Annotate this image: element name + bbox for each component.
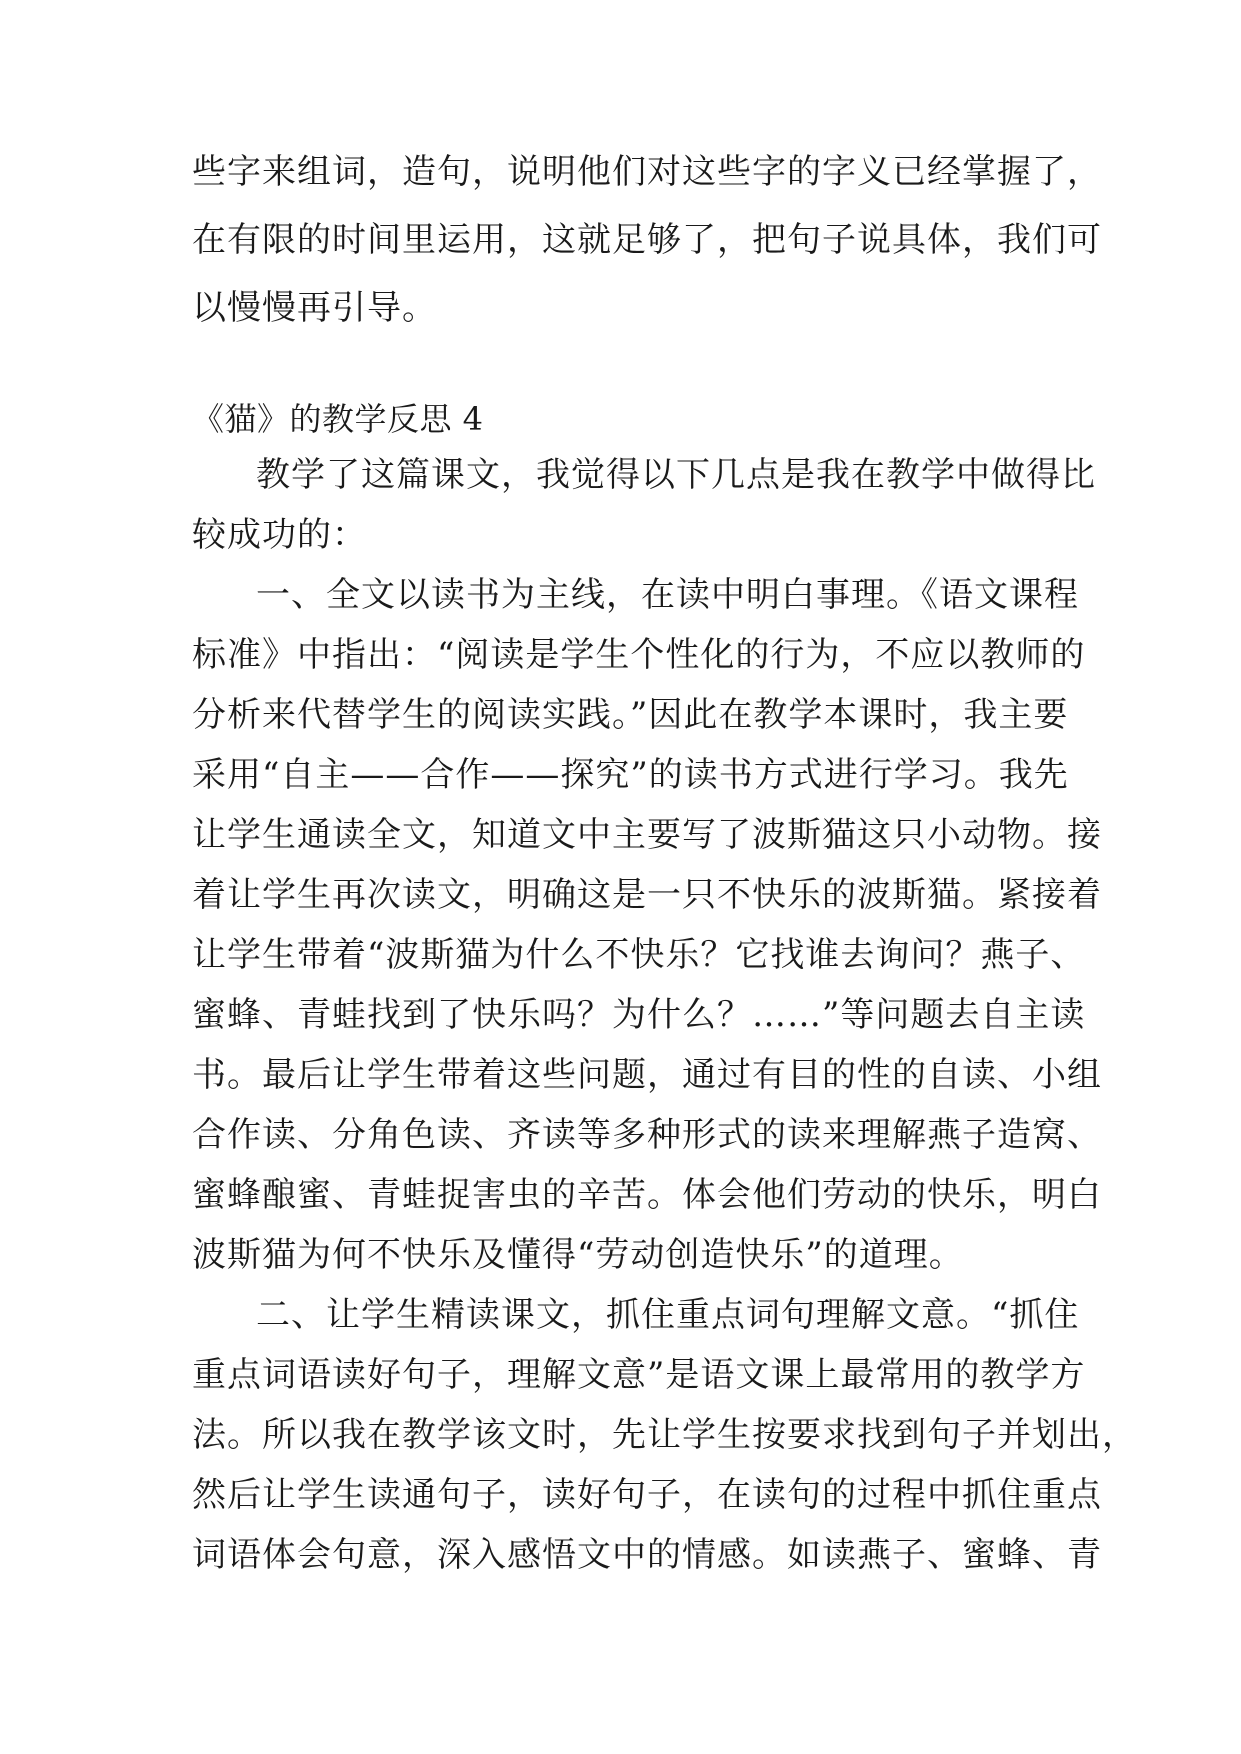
paragraph-one-line-2: 标准》中指出：“阅读是学生个性化的行为，不应以教师的 [192,635,1086,675]
continuation-line-3: 以慢慢再引导。 [192,288,437,328]
paragraph-one-line-6: 着让学生再次读文，明确这是一只不快乐的波斯猫。紧接着 [192,875,1102,915]
section-title: 《猫》的教学反思 4 [192,400,484,438]
paragraph-one-line-7: 让学生带着“波斯猫为什么不快乐？它找谁去询问？燕子、 [192,935,1086,975]
paragraph-one-line-11: 蜜蜂酿蜜、青蛙捉害虫的辛苦。体会他们劳动的快乐，明白 [192,1175,1102,1215]
paragraph-two-line-5: 词语体会句意，深入感悟文中的情感。如读燕子、蜜蜂、青 [192,1535,1102,1575]
paragraph-two-line-4: 然后让学生读通句子，读好句子，在读句的过程中抓住重点 [192,1475,1102,1515]
intro-line-1: 教学了这篇课文，我觉得以下几点是我在教学中做得比 [256,455,1096,495]
paragraph-one-line-4: 采用“自主——合作——探究”的读书方式进行学习。我先 [192,755,1069,795]
paragraph-one-line-1: 一、全文以读书为主线，在读中明白事理。《语文课程 [256,575,1079,615]
paragraph-one-line-12: 波斯猫为何不快乐及懂得“劳动创造快乐”的道理。 [192,1235,964,1275]
intro-line-2: 较成功的： [192,515,367,555]
paragraph-two-line-3: 法。所以我在教学该文时，先让学生按要求找到句子并划出， [192,1415,1137,1455]
paragraph-one-line-10: 合作读、分角色读、齐读等多种形式的读来理解燕子造窝、 [192,1115,1102,1155]
paragraph-one-line-5: 让学生通读全文，知道文中主要写了波斯猫这只小动物。接 [192,815,1102,855]
continuation-line-2: 在有限的时间里运用，这就足够了，把句子说具体，我们可 [192,220,1102,260]
paragraph-one-line-8: 蜜蜂、青蛙找到了快乐吗？为什么？……”等问题去自主读 [192,995,1086,1035]
continuation-line-1: 些字来组词，造句，说明他们对这些字的字义已经掌握了， [192,152,1102,192]
paragraph-two-line-2: 重点词语读好句子，理解文意”是语文课上最常用的教学方 [192,1355,1086,1395]
paragraph-one-line-9: 书。最后让学生带着这些问题，通过有目的性的自读、小组 [192,1055,1102,1095]
paragraph-one-line-3: 分析来代替学生的阅读实践。”因此在教学本课时，我主要 [192,695,1069,735]
paragraph-two-line-1: 二、让学生精读课文，抓住重点词句理解文意。“抓住 [256,1295,1080,1335]
